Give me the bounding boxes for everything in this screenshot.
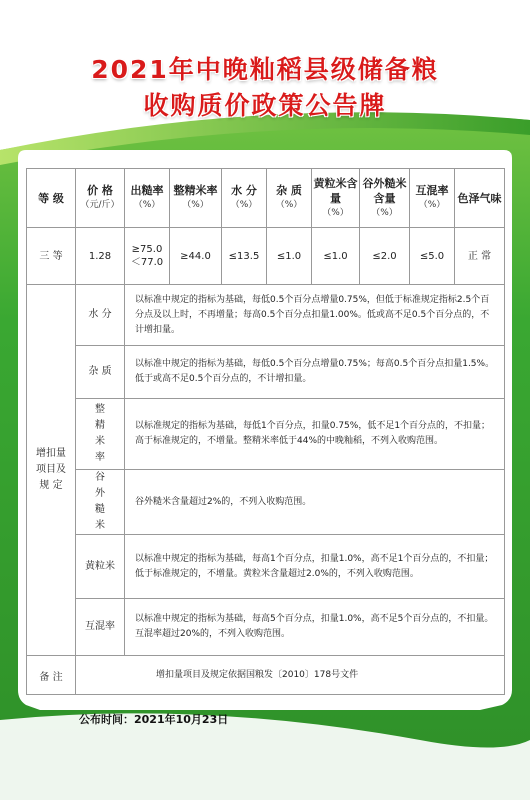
header-yellow: 黄粒米含量 （%） bbox=[312, 169, 360, 228]
title-line-2: 收购质价政策公告牌 bbox=[143, 91, 387, 120]
rule-name: 互混率 bbox=[76, 599, 125, 656]
rule-row bbox=[27, 470, 505, 535]
header-polished: 整精米率 （%） bbox=[170, 169, 222, 228]
rule-row bbox=[27, 285, 505, 346]
title-line-1: 2021年中晚籼稻县级储备粮 bbox=[91, 55, 439, 84]
impurity-value: ≤1.0 bbox=[267, 228, 312, 285]
rule-text: 以标准中规定的指标为基础，每低0.5个百分点增量0.75%；每高0.5个百分点扣量1.5%。低于或高不足0.5个百分点的，不计增扣量。 bbox=[125, 346, 505, 399]
yield-value: ≥75.0 ＜77.0 bbox=[125, 228, 170, 285]
note-text: 增扣量项目及规定依据国粮发〔2010〕178号文件 bbox=[76, 656, 505, 695]
header-impurity: 杂 质 （%） bbox=[267, 169, 312, 228]
rule-name: 整 精 米 率 bbox=[76, 399, 125, 470]
rule-text: 以标准中规定的指标为基础，每高5个百分点，扣量1.0%，高不足5个百分点的，不扣量。互混率超过20%的，不列入收购范围。 bbox=[125, 599, 505, 656]
header-color: 色泽气味 bbox=[455, 169, 505, 228]
publish-date: 公布时间：2021年10月23日 bbox=[79, 713, 229, 726]
header-grade: 等 级 bbox=[27, 169, 76, 228]
moisture-value: ≤13.5 bbox=[222, 228, 267, 285]
note-label: 备 注 bbox=[27, 656, 76, 695]
rule-row bbox=[27, 346, 505, 399]
polished-value: ≥44.0 bbox=[170, 228, 222, 285]
rule-name: 水 分 bbox=[76, 285, 125, 346]
rule-text: 谷外糙米含量超过2%的，不列入收购范围。 bbox=[125, 470, 505, 535]
section-label: 增扣量 项目及 规 定 bbox=[27, 285, 76, 656]
yellow-value: ≤1.0 bbox=[312, 228, 360, 285]
foreign-value: ≤2.0 bbox=[360, 228, 410, 285]
policy-table bbox=[26, 168, 505, 695]
rule-name: 谷 外 糙 米 bbox=[76, 470, 125, 535]
grade-value: 三 等 bbox=[27, 228, 76, 285]
rule-name: 黄粒米 bbox=[76, 535, 125, 599]
price-value: 1.28 bbox=[76, 228, 125, 285]
note-row bbox=[27, 656, 505, 695]
header-row bbox=[27, 169, 505, 228]
rule-name: 杂 质 bbox=[76, 346, 125, 399]
grade-row bbox=[27, 228, 505, 285]
color-value: 正 常 bbox=[455, 228, 505, 285]
rule-text: 以标准规定的指标为基础，每低1个百分点，扣量0.75%，低不足1个百分点的，不扣量；高于标准规定的，不增量。整精米率低于44%的中晚籼稻，不列入收购范围。 bbox=[125, 399, 505, 470]
header-moisture: 水 分 （%） bbox=[222, 169, 267, 228]
rule-row bbox=[27, 399, 505, 470]
rule-row bbox=[27, 599, 505, 656]
header-foreign: 谷外糙米含量 （%） bbox=[360, 169, 410, 228]
header-yield: 出糙率 （%） bbox=[125, 169, 170, 228]
header-mixed: 互混率 （%） bbox=[410, 169, 455, 228]
rule-text: 以标准中规定的指标为基础，每高1个百分点，扣量1.0%，高不足1个百分点的，不扣量；低于标准规定的，不增量。黄粒米含量超过2.0%的，不列入收购范围。 bbox=[125, 535, 505, 599]
rule-text: 以标准中规定的指标为基础，每低0.5个百分点增量0.75%，但低于标准规定指标2.5个百分点及以上时，不再增量；每高0.5个百分点扣量1.00%。低或高不足0.5个百分点的，不计增扣量。 bbox=[125, 285, 505, 346]
header-price: 价 格 （元/斤） bbox=[76, 169, 125, 228]
rule-row bbox=[27, 535, 505, 599]
mixed-value: ≤5.0 bbox=[410, 228, 455, 285]
